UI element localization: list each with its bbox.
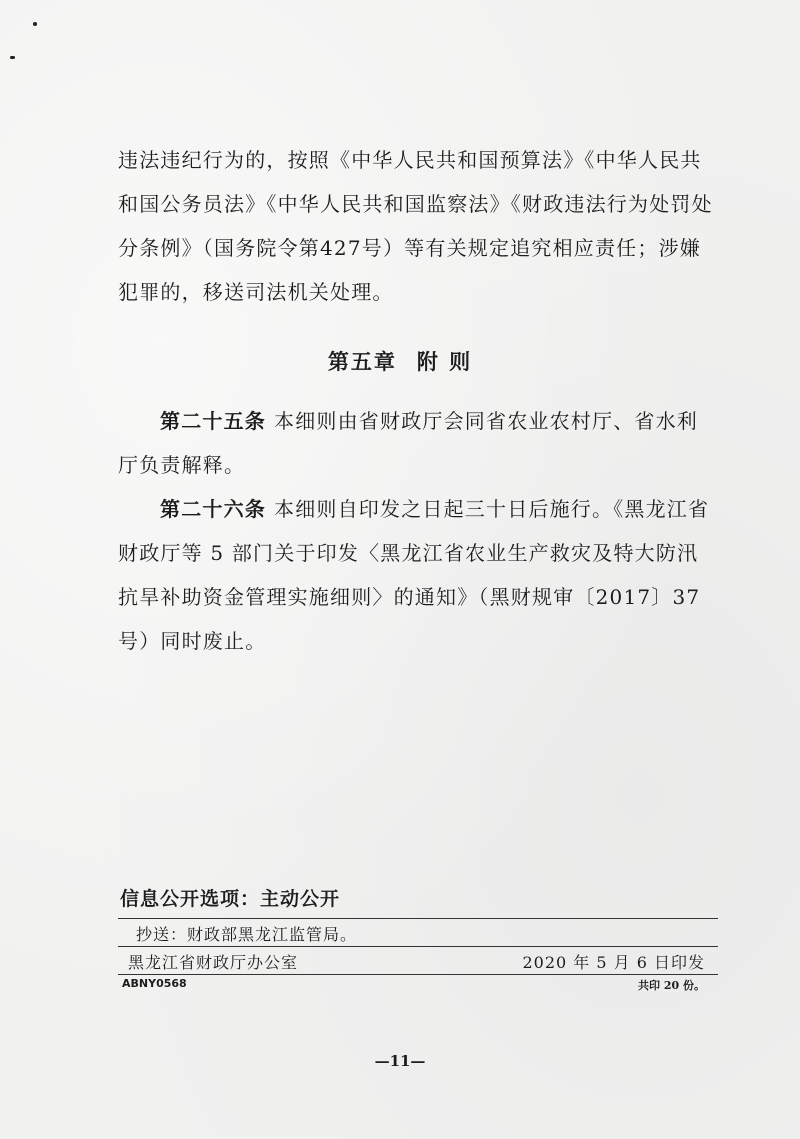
chapter-number: 第五章 bbox=[327, 349, 397, 374]
article-label: 第二十五条 bbox=[160, 409, 266, 433]
divider bbox=[118, 918, 718, 919]
article-label: 第二十六条 bbox=[160, 497, 266, 521]
article-text: 本细则自印发之日起三十日后施行。《黑龙江省财政厅等 5 部门关于印发〈黑龙江省农业生产救灾及特大防汛抗旱补助资金管理实施细则〉的通知》（黑财规审〔2017〕37号）同时废止。 bbox=[118, 497, 710, 653]
copies-count: 共印 20 份。 bbox=[638, 979, 705, 992]
divider bbox=[118, 946, 718, 947]
article-25 bbox=[118, 399, 718, 487]
info-disclosure-option: 信息公开选项：主动公开 bbox=[120, 888, 341, 910]
page-number: —11— bbox=[374, 1052, 426, 1070]
divider bbox=[118, 974, 718, 975]
scan-speck bbox=[10, 56, 15, 59]
issuing-office: 黑龙江省财政厅办公室 bbox=[128, 953, 299, 972]
cc-line: 抄送：财政部黑龙江监管局。 bbox=[136, 925, 358, 944]
scan-speck bbox=[33, 22, 37, 26]
document-code: ABNY0568 bbox=[122, 977, 187, 990]
issue-date: 2020 年 5 月 6 日印发 bbox=[522, 953, 705, 972]
continuation-paragraph: 违法违纪行为的，按照《中华人民共和国预算法》《中华人民共和国公务员法》《中华人民共和国监察法》《财政违法行为处罚处分条例》（国务院令第427号）等有关规定追究相应责任；涉嫌犯罪的，移送司法机关处理。 bbox=[118, 148, 713, 304]
article-26 bbox=[118, 487, 718, 663]
chapter-heading bbox=[0, 346, 800, 376]
article-text: 本细则由省财政厅会同省农业农村厅、省水利厅负责解释。 bbox=[118, 409, 698, 477]
chapter-title: 附 则 bbox=[416, 349, 473, 374]
